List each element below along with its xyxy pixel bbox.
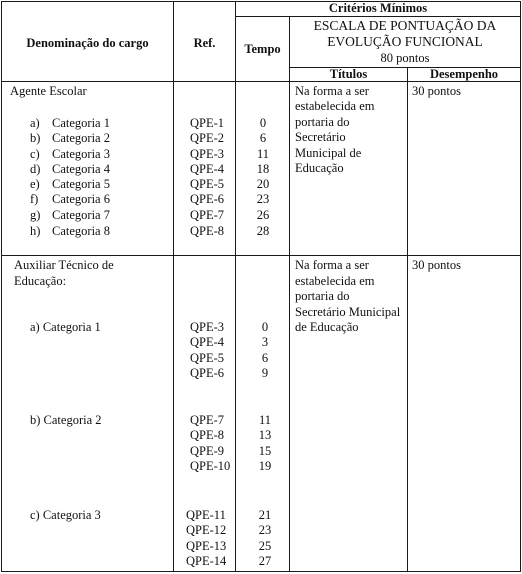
row-tempo: 23 [258,523,272,537]
row-letter: c) [30,147,40,161]
titulos-line: Municipal de [295,146,362,160]
row-ref: QPE-7 [190,208,225,222]
header-tempo: Tempo [244,42,281,56]
row-tempo: 19 [258,459,272,473]
row-letter: h) [30,224,41,238]
row-tempo: 0 [259,116,267,130]
header-denominacao: Denominação do cargo [26,36,149,50]
table-border-right [520,1,521,572]
row-ref: QPE-4 [190,162,225,176]
col-divider-titulos [289,16,290,572]
row-ref: QPE-14 [186,554,227,568]
row-tempo: 3 [261,335,269,349]
auxiliar-desempenho: 30 pontos [412,258,461,272]
row-tempo: 13 [258,428,272,442]
group-label: a) Categoria 1 [30,320,101,334]
titulos-line: portaria do [295,289,350,303]
auxiliar-title-line2: Educação: [14,274,67,288]
row-category: Categoria 1 [52,116,110,130]
table-border-left [1,1,2,572]
row-ref: QPE-8 [190,224,225,238]
row-ref: QPE-13 [186,539,227,553]
group-label: b) Categoria 2 [30,413,102,427]
titulos-line: Na forma a ser [295,258,369,272]
agente-escolar-title: Agente Escolar [10,84,87,98]
row-ref: QPE-8 [190,428,225,442]
header-escala-line1: ESCALA DE PONTUAÇÃO DA [313,18,497,33]
auxiliar-title-line1: Auxiliar Técnico de [14,258,114,272]
row-category: Categoria 4 [52,162,110,176]
row-tempo: 6 [259,131,267,145]
row-tempo: 0 [261,320,269,334]
titulos-line: Secretário Municipal [295,305,401,319]
row-ref: QPE-2 [190,131,225,145]
titulos-line: portaria do [295,115,350,129]
row-tempo: 27 [258,554,272,568]
row-ref: QPE-9 [190,444,225,458]
row-ref: QPE-1 [190,116,225,130]
row-ref: QPE-12 [186,523,227,537]
row-tempo: 20 [256,177,270,191]
row-tempo: 21 [258,508,272,522]
row-category: Categoria 6 [52,192,110,206]
row-ref: QPE-5 [190,351,225,365]
row-tempo: 28 [256,224,270,238]
row-letter: a) [30,116,40,130]
table-border-bottom [1,571,521,572]
row-tempo: 9 [261,366,269,380]
row-ref: QPE-3 [190,320,225,334]
section-divider-rule [1,255,521,256]
row-ref: QPE-10 [190,459,231,473]
header-criterios-minimos: Critérios Mínimos [328,1,428,15]
row-category: Categoria 8 [52,224,110,238]
row-tempo: 23 [256,192,270,206]
header-escala-line3: 80 pontos [380,51,430,65]
row-letter: d) [30,162,41,176]
row-category: Categoria 2 [52,131,110,145]
row-letter: f) [30,192,39,206]
row-ref: QPE-6 [190,192,225,206]
row-tempo: 6 [261,351,269,365]
row-ref: QPE-6 [190,366,225,380]
row-ref: QPE-11 [186,508,226,522]
row-tempo: 25 [258,539,272,553]
col-divider-tempo [235,1,236,572]
row-tempo: 26 [256,208,270,222]
titulos-line: Educação [295,161,344,175]
agente-desempenho: 30 pontos [412,84,461,98]
row-category: Categoria 5 [52,177,110,191]
row-letter: b) [30,131,41,145]
rule-under-criterios [235,16,521,17]
group-label: c) Categoria 3 [30,508,101,522]
titulos-line: estabelecida em [295,274,375,288]
row-letter: e) [30,177,40,191]
row-category: Categoria 7 [52,208,110,222]
row-tempo: 11 [256,147,270,161]
col-divider-desempenho [407,67,408,572]
row-tempo: 11 [258,413,272,427]
titulos-line: Na forma a ser [295,84,369,98]
header-escala-line2: EVOLUÇÃO FUNCIONAL [327,34,483,49]
row-tempo: 18 [256,162,270,176]
header-titulos: Títulos [329,67,368,81]
titulos-line: estabelecida em [295,99,375,113]
row-ref: QPE-7 [190,413,225,427]
row-letter: g) [30,208,41,222]
titulos-line: de Educação [295,320,359,334]
row-category: Categoria 3 [52,147,110,161]
row-ref: QPE-3 [190,147,225,161]
row-tempo: 15 [258,444,272,458]
titulos-line: Secretário [295,130,346,144]
header-desempenho: Desempenho [429,67,499,81]
row-ref: QPE-5 [190,177,225,191]
row-ref: QPE-4 [190,335,225,349]
col-divider-ref [173,1,174,572]
header-ref: Ref. [193,36,216,50]
